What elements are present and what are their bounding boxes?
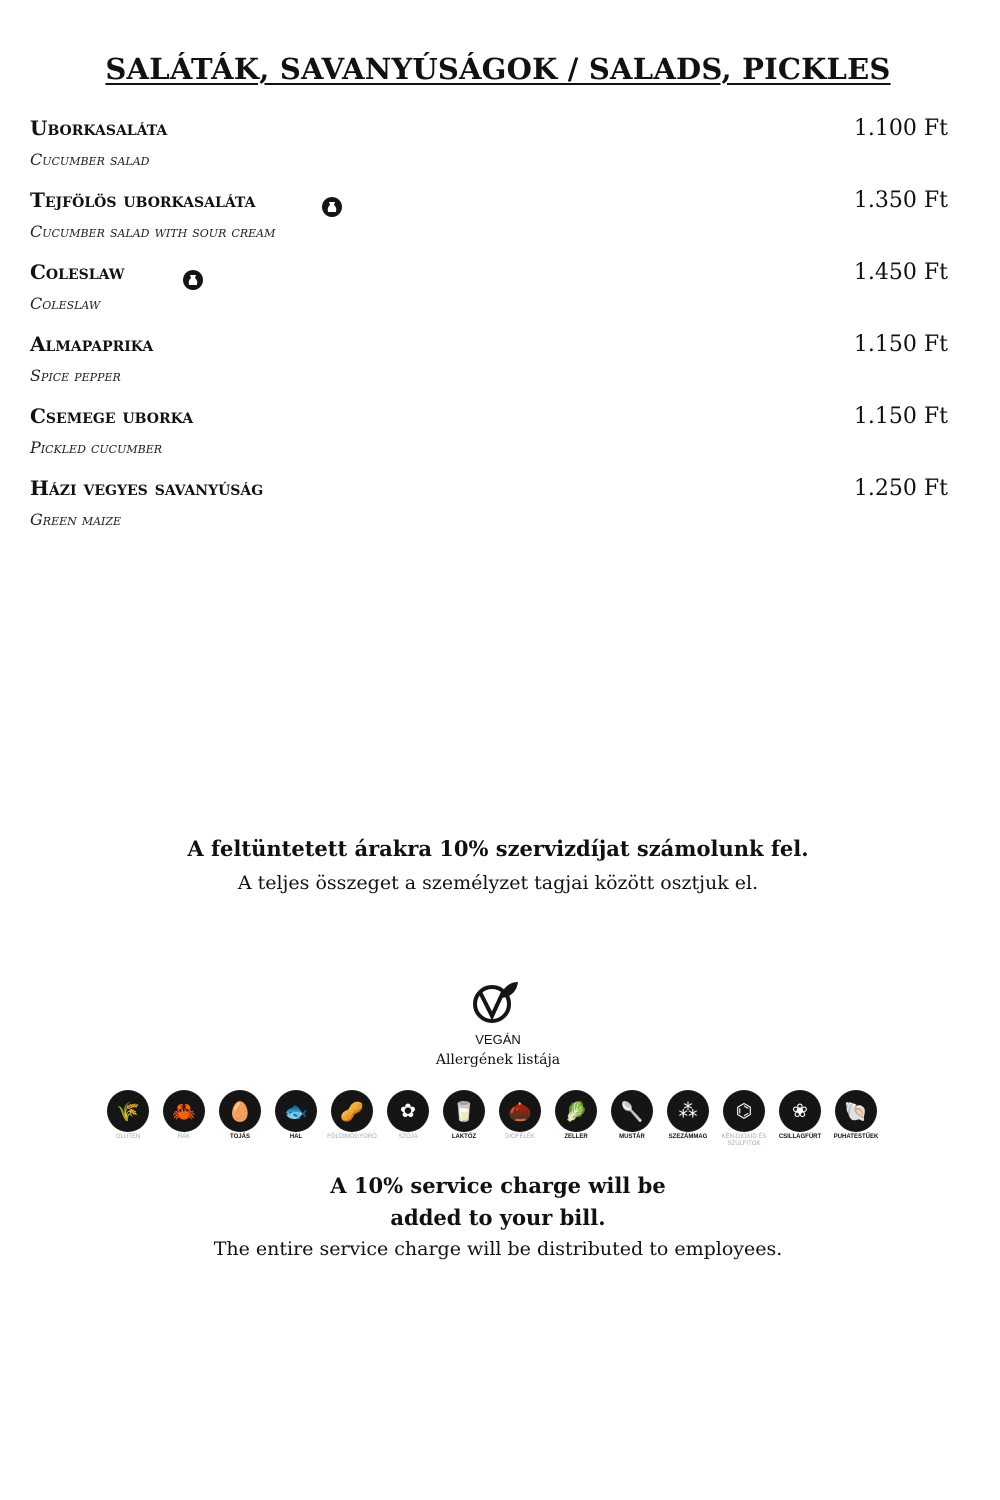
peanut-icon: 🥜	[331, 1090, 373, 1132]
allergen-sesame	[660, 1090, 716, 1141]
item-subtitle: Cucumber salad	[30, 150, 150, 169]
item-name: Uborkasaláta	[30, 116, 168, 140]
menu-item	[30, 116, 948, 188]
fish-icon: 🐟	[275, 1090, 317, 1132]
allergen-sulphites	[716, 1090, 772, 1148]
allergen-label: RÁK	[177, 1134, 191, 1140]
item-name: Tejfölös uborkasaláta	[30, 188, 256, 212]
allergen-fish	[268, 1090, 324, 1141]
item-name: Almapaprika	[30, 332, 154, 356]
allergen-label: SZÓJA	[398, 1134, 418, 1140]
allergen-label: ZELLER	[564, 1134, 588, 1140]
allergen-label: MUSTÁR	[619, 1134, 645, 1140]
allergen-gluten	[100, 1090, 156, 1141]
menu-item	[30, 476, 948, 548]
item-name: Coleslaw	[30, 260, 125, 284]
vegan-label: VEGÁN	[475, 1032, 521, 1047]
milk-icon: 🥛	[443, 1090, 485, 1132]
shell-icon: 🐚	[835, 1090, 877, 1132]
item-price: 1.250 Ft	[853, 476, 948, 501]
item-subtitle: Cucumber salad with sour cream	[30, 222, 276, 241]
allergen-peanut	[324, 1090, 380, 1141]
item-price: 1.150 Ft	[853, 332, 948, 357]
service-charge-note-hu: A feltüntetett árakra 10% szervizdíjat számolunk fel.	[187, 836, 809, 861]
lactose-marker-icon	[183, 270, 203, 290]
menu-item	[30, 332, 948, 404]
item-name: Házi vegyes savanyúság	[30, 476, 264, 500]
allergen-egg	[212, 1090, 268, 1141]
allergen-label: TOJÁS	[230, 1134, 250, 1140]
lupin-icon: ❀	[779, 1090, 821, 1132]
sesame-icon: ⁂	[667, 1090, 709, 1132]
allergen-molluscs	[828, 1090, 884, 1141]
allergen-label: GLUTÉN	[115, 1134, 141, 1140]
nut-icon: 🌰	[499, 1090, 541, 1132]
allergen-celery	[548, 1090, 604, 1141]
service-charge-line-2: added to your bill.	[390, 1205, 606, 1230]
item-price: 1.450 Ft	[853, 260, 948, 285]
item-subtitle: Pickled cucumber	[30, 438, 163, 457]
allergen-label: SZEZÁMMAG	[668, 1134, 708, 1140]
celery-icon: 🥬	[555, 1090, 597, 1132]
distribution-note-en: The entire service charge will be distributed to employees.	[213, 1238, 783, 1260]
mustard-icon: 🥄	[611, 1090, 653, 1132]
item-subtitle: Green maize	[30, 510, 122, 529]
item-subtitle: Spice pepper	[30, 366, 121, 385]
lactose-marker-icon	[322, 197, 342, 217]
allergen-label: LAKTÓZ	[451, 1134, 477, 1140]
allergen-mustard	[604, 1090, 660, 1141]
distribution-note-hu: A teljes összeget a személyzet tagjai között osztjuk el.	[237, 872, 759, 894]
soy-icon: ✿	[387, 1090, 429, 1132]
item-subtitle: Coleslaw	[30, 294, 101, 313]
allergen-label: PUHATESTŰEK	[833, 1134, 879, 1140]
wheat-icon: 🌾	[107, 1090, 149, 1132]
service-charge-line-1: A 10% service charge will be	[330, 1173, 666, 1198]
allergen-label: CSILLAGFÜRT	[778, 1134, 822, 1140]
allergen-nuts	[492, 1090, 548, 1141]
service-charge-note-en	[0, 1170, 996, 1234]
menu-item	[30, 188, 948, 260]
crab-icon: 🦀	[163, 1090, 205, 1132]
allergen-lupin	[772, 1090, 828, 1141]
page-title: SALÁTÁK, SAVANYÚSÁGOK / SALADS, PICKLES	[105, 52, 891, 86]
allergen-label: KÉN-DIOXID ÉS SZULFITOK	[721, 1134, 767, 1147]
item-price: 1.150 Ft	[853, 404, 948, 429]
sulphite-icon: ⌬	[723, 1090, 765, 1132]
allergen-list-title: Allergének listája	[435, 1052, 561, 1068]
menu-list	[30, 116, 948, 548]
egg-icon: 🥚	[219, 1090, 261, 1132]
item-name: Csemege uborka	[30, 404, 194, 428]
allergen-crab	[156, 1090, 212, 1141]
allergen-icon-row	[100, 1090, 892, 1152]
allergen-label: DIÓFÉLÉK	[505, 1134, 535, 1140]
allergen-lactose	[436, 1090, 492, 1141]
allergen-label: FÖLDIMOGYORÓ	[327, 1134, 377, 1140]
item-price: 1.350 Ft	[853, 188, 948, 213]
vegan-icon	[470, 978, 522, 1026]
item-price: 1.100 Ft	[853, 116, 948, 141]
menu-item	[30, 404, 948, 476]
menu-item	[30, 260, 948, 332]
allergen-soy	[380, 1090, 436, 1141]
allergen-label: HAL	[289, 1134, 303, 1140]
